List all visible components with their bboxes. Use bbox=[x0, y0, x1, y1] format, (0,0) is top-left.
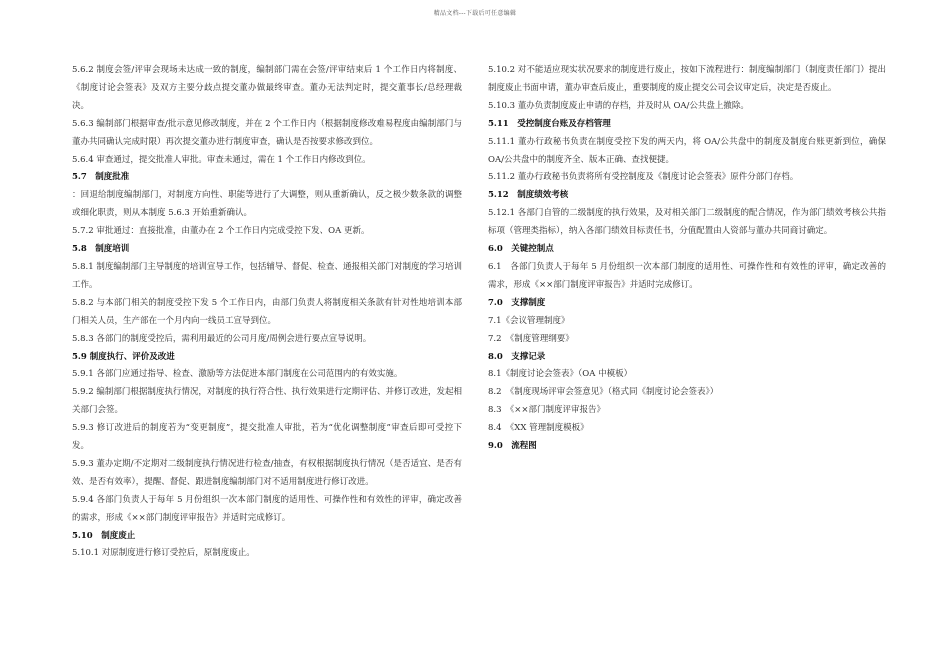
paragraph-5-9-2: 5.9.2 编制部门根据制度执行情况，对制度的执行符合性、执行效果进行定期评估、并修订改进，发起相关部门会签。 bbox=[72, 387, 462, 416]
paragraph-8-3: 8.3 《××部门制度评审报告》 bbox=[488, 405, 606, 416]
paragraph-5-7-2: 5.7.2 审批通过：直接批准，由董办在 2 个工作日内完成受控下发、OA 更新。 bbox=[72, 226, 370, 237]
heading-5-7: 5.7 制度批准 bbox=[72, 172, 130, 183]
heading-5-9: 5.9 制度执行、评价及改进 bbox=[72, 351, 175, 362]
paragraph-5-6-4: 5.6.4 审查通过，提交批准人审批。审查未通过，需在 1 个工作日内修改到位。 bbox=[72, 154, 371, 165]
paragraph-7-1: 7.1《会议管理制度》 bbox=[488, 315, 570, 326]
paragraph-5-10-1: 5.10.1 对原制度进行修订受控后，原制度废止。 bbox=[72, 548, 255, 559]
paragraph-5-7-1: ：回退给制度编制部门，对制度方向性、职能等进行了大调整，则从重新确认，反之极少数条款的调整或细化职责，则从本制度 5.6.3 开始重新确认。 bbox=[72, 190, 462, 219]
paragraph-5-6-2: 5.6.2 制度会签/评审会现场未达成一致的制度，编制部门需在会签/评审结束后 1 个工作日内将制度、《制度讨论会签表》及双方主要分歧点提交董办做最终审查。董办无法判定时，提交董事长/总经理裁决。 bbox=[72, 65, 462, 111]
paragraph-8-1: 8.1《制度讨论会签表》（OA 中模板） bbox=[488, 369, 633, 380]
paragraph-5-11-2: 5.11.2 董办行政秘书负责将所有受控制度及《制度讨论会签表》原件分部门存档。 bbox=[488, 172, 799, 183]
paragraph-5-10-2: 5.10.2 对不能适应现实状况要求的制度进行废止，按如下流程进行：制度编制部门（制度责任部门）提出制度废止书面申请，董办审查后废止，重要制度的废止提交公司会议审定后，决定是否废止。 bbox=[488, 65, 886, 93]
paragraph-5-12-1: 5.12.1 各部门自管的二级制度的执行效果，及对相关部门二级制度的配合情况，作为部门绩效考核公共指标项（管理类指标），纳入各部门绩效目标责任书，分值配置由人资部与董办共同商讨确定。 bbox=[488, 208, 886, 237]
paragraph-5-8-1: 5.8.1 制度编制部门主导制度的培训宣导工作，包括辅导、督促、检查、通报相关部门对制度的学习培训工作。 bbox=[72, 261, 462, 290]
paragraph-5-9-3b: 5.9.3 董办定期/不定期对二级制度执行情况进行检查/抽查，有权根据制度执行情况（是否适宜、是否有效、是否有效率），提醒、督促、跟进制度编制部门对不适用制度进行修订改进。 bbox=[72, 458, 462, 487]
page-header: 精品文档---下载后可任意编辑 bbox=[433, 10, 517, 17]
heading-5-11: 5.11 受控制度台账及存档管理 bbox=[488, 118, 611, 129]
heading-8-0: 8.0 支撑记录 bbox=[488, 351, 546, 362]
heading-5-10: 5.10 制度废止 bbox=[72, 530, 136, 541]
paragraph-8-2: 8.2 《制度现场评审会签意见》（格式同《制度讨论会签表》） bbox=[488, 387, 719, 398]
paragraph-5-9-4: 5.9.4 各部门负责人于每年 5 月份组织一次本部门制度的适用性、可操作性和有效性的评审，确定改善的需求，形成《××部门制度评审报告》并适时完成修订。 bbox=[72, 494, 462, 523]
paragraph-5-9-1: 5.9.1 各部门应通过指导、检查、激励等方法促进本部门制度在公司范围内的有效实施。 bbox=[72, 369, 403, 380]
heading-6-0: 6.0 关键控制点 bbox=[488, 244, 554, 255]
paragraph-5-9-3a: 5.9.3 修订改进后的制度若为“变更制度”，提交批准人审批，若为“优化调整制度”审查后即可受控下发。 bbox=[72, 423, 462, 452]
paragraph-6-1: 6.1 各部门负责人于每年 5 月份组织一次本部门制度的适用性、可操作性和有效性的评审，确定改善的需求，形成《××部门制度评审报告》并适时完成修订。 bbox=[488, 261, 886, 290]
heading-5-8: 5.8 制度培训 bbox=[72, 244, 130, 255]
left-column bbox=[72, 62, 462, 563]
paragraph-5-6-3: 5.6.3 编制部门根据审查/批示意见修改制度，并在 2 个工作日内（根据制度修改难易程度由编制部门与董办共同确认完成时限）再次提交董办进行制度审查，确认是否按要求修改到位。 bbox=[72, 118, 462, 147]
paragraph-8-4: 8.4 《XX 管理制度模板》 bbox=[488, 423, 589, 434]
right-column bbox=[488, 62, 886, 456]
paragraph-7-2: 7.2 《制度管理纲要》 bbox=[488, 333, 574, 344]
paragraph-5-10-3: 5.10.3 董办负责制度废止申请的存档，并及时从 OA/公共盘上撤除。 bbox=[488, 100, 749, 111]
paragraph-5-8-2: 5.8.2 与本部门相关的制度受控下发 5 个工作日内，由部门负责人将制度相关条款有针对性地培训本部门相关人员，生产部在一个月内向一线员工宣导到位。 bbox=[72, 297, 462, 326]
heading-7-0: 7.0 支撑制度 bbox=[488, 297, 546, 308]
paragraph-5-8-3: 5.8.3 各部门的制度受控后，需利用最近的公司月度/周例会进行要点宣导说明。 bbox=[72, 333, 372, 344]
heading-5-12: 5.12 制度绩效考核 bbox=[488, 190, 569, 201]
heading-9-0: 9.0 流程图 bbox=[488, 441, 537, 452]
paragraph-5-11-1: 5.11.1 董办行政秘书负责在制度受控下发的两天内，将 OA/公共盘中的制度及制度台账更新到位，确保 OA/公共盘中的制度齐全、版本正确、查找便捷。 bbox=[488, 136, 886, 165]
